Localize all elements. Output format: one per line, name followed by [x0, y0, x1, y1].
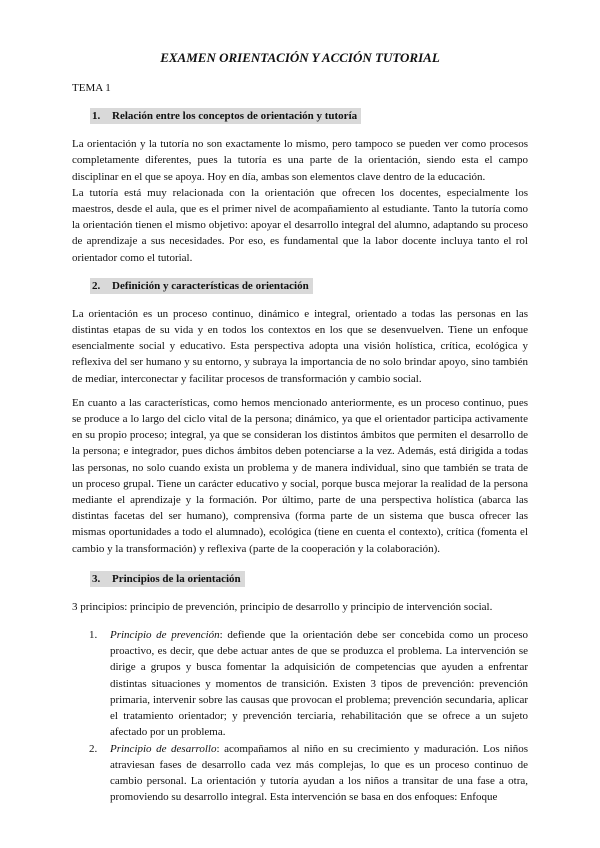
heading-text: Relación entre los conceptos de orientación y tutoría	[112, 110, 358, 123]
list-text: : acompañamos al niño en su crecimiento y maduración. Los niños atraviesan fases de desarrollo cada vez más complejas, lo que es un proceso continuo de cambio personal. La orientación y tutoría ayudan a los niños a transitar de una fase a otra, promoviendo su desarrollo integral. Esta intervención se basa en dos enfoques: Enfoque	[110, 742, 528, 804]
paragraph: En cuanto a las características, como hemos mencionado anteriormente, es un proceso continuo, pues se produce a lo largo del ciclo vital de la persona; dinámico, ya que el orientador participa activamente en su propio proceso; integral, ya que se consideran los distintos ámbitos que permiten el desarrollo de la persona; e integrador, pues dichos ámbitos deben potenciarse a la vez. Además, está dirigida a todas las personas, no solo cuando exista un problema y de manera individual, sino que también se trata de un proceso grupal. Tiene un carácter educativo y social, porque busca mejorar la realidad de la persona mediante el aprendizaje y la formación. Por último, parte de una perspectiva holística (abarca las distintas facetas del ser humano), comprensiva (forma parte de un sistema que busca ofrecer las mismas oportunidades a todo el alumnado), ecológica (tiene en cuenta el contexto), crítica (fomenta el cambio y la transformación) y reflexiva (parte de la cooperación y la colaboración).	[72, 396, 528, 555]
heading-number: 2.	[92, 279, 101, 292]
list-term: Principio de prevención	[110, 629, 220, 642]
tema-label: TEMA 1	[72, 82, 111, 94]
heading-number: 3.	[92, 572, 101, 585]
paragraph: La orientación y la tutoría no son exactamente lo mismo, pero tampoco se pueden ver como procesos completamente diferentes, pues la tutoría es una parte de la orientación, siendo esta el campo disciplinar en el que se apoya. Hoy en día, ambas son elementos clave dentro de la educación.	[72, 138, 528, 183]
principles-list	[72, 627, 528, 805]
list-number: 1.	[89, 629, 98, 642]
section-heading-1	[90, 108, 361, 124]
heading-text: Definición y características de orientación	[112, 279, 309, 292]
list-number: 2.	[89, 742, 98, 755]
list-text: : defiende que la orientación debe ser concebida como un proceso proactivo, es decir, que debe actuar antes de que se produzca el problema. La intervención se dirige a grupos y busca fomentar la adquisición de competencias que ayuden a enfrentar distintas situaciones y momentos de transición. Existen 3 tipos de prevención: prevención primaria, intervenir sobre las causas que provocan el problema; prevención secundaria, aplicar el tratamiento orientador; y prevención terciaria, rehabilitación que se ofrece a un sujeto afectado por un problema.	[110, 629, 528, 739]
paragraph: La orientación es un proceso continuo, dinámico e integral, orientado a todas las personas en las distintas etapas de su vida y en todos los contextos en los que se desenvuelven. Tiene un enfoque esencialmente social y educativo. Esta perspectiva adopta una visión holística, crítica, ecológica y reflexiva del ser humano y su entorno, y subraya la importancia de no solo brindar apoyo, sino también de mediar, interconectar y facilitar procesos de transformación y cambio social.	[72, 307, 528, 385]
heading-number: 1.	[92, 110, 101, 123]
list-item	[90, 627, 528, 740]
list-item	[90, 741, 528, 806]
heading-text: Principios de la orientación	[112, 572, 241, 585]
paragraph: 3 principios: principio de prevención, principio de desarrollo y principio de intervención social.	[72, 600, 493, 613]
list-term: Principio de desarrollo	[110, 742, 217, 755]
section-heading-3	[90, 571, 245, 587]
document-title: EXAMEN ORIENTACIÓN Y ACCIÓN TUTORIAL	[160, 50, 440, 65]
section-heading-2	[90, 278, 313, 294]
paragraph: La tutoría está muy relacionada con la orientación que ofrecen los docentes, especialmente los maestros, desde el aula, que es el primer nivel de acompañamiento al estudiante. Tanto la tutoría como la orientación tienen el mismo objetivo: apoyar el desarrollo integral del alumno, adaptando su proceso de aprendizaje a sus necesidades. Por eso, es fundamental que la labor docente incluya tanto el rol orientador como el tutorial.	[72, 186, 528, 264]
